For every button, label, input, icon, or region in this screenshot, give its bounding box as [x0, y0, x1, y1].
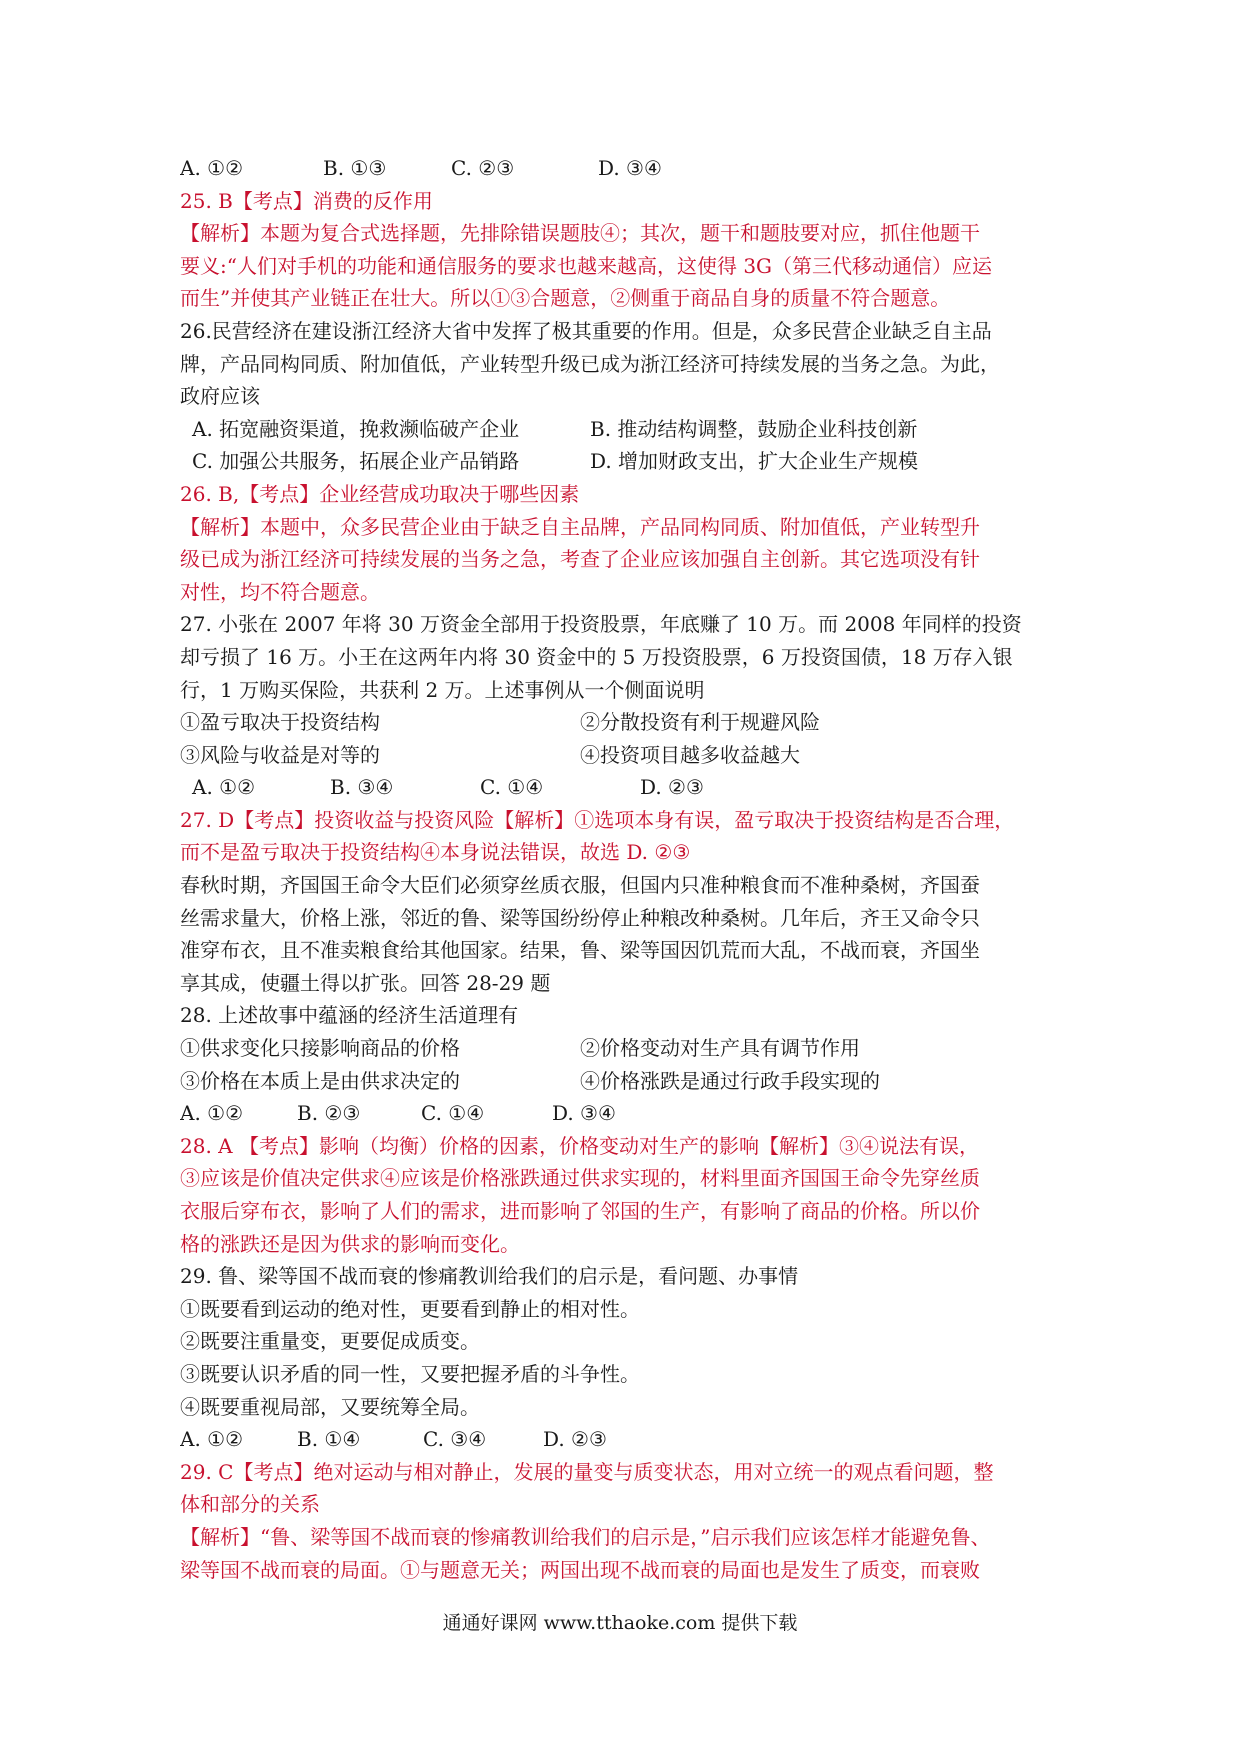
q25-answer: 25. B【考点】消费的反作用: [180, 188, 433, 213]
q26-options-row: [180, 445, 1070, 478]
page-footer: 通通好课网 www.tthaoke.com 提供下载: [442, 1612, 798, 1634]
q29-stem: 29. 鲁、梁等国不战而衰的惨痛教训给我们的启示是，看问题、办事情: [180, 1264, 799, 1289]
option-d: D. ②③: [640, 775, 704, 800]
option-c: C. ③④: [423, 1427, 487, 1452]
statement: ③价格在本质上是由供求决定的: [180, 1068, 460, 1093]
q28-statements-row: [180, 1065, 1070, 1098]
q25-analysis-line: 【解析】本题为复合式选择题，先排除错误题肢④；其次，题干和题肢要对应，抓住他题干: [180, 221, 980, 246]
q26-analysis-line: 级已成为浙江经济可持续发展的当务之急，考查了企业应该加强自主创新。其它选项没有针: [180, 547, 980, 572]
statement: ①供求变化只接影响商品的价格: [180, 1036, 460, 1061]
page-content: [180, 152, 1070, 1586]
q28-statements-row: [180, 1032, 1070, 1065]
story-line: 丝需求量大，价格上涨，邻近的鲁、梁等国纷纷停止种粮改种桑树。几年后，齐王又命令只: [180, 905, 980, 930]
statement: ①既要看到运动的绝对性，更要看到静止的相对性。: [180, 1296, 640, 1321]
option-b: B. 推动结构调整，鼓励企业科技创新: [590, 416, 918, 441]
option-d: D. ③④: [552, 1101, 616, 1126]
q26-analysis-line: 对性，均不符合题意。: [180, 579, 380, 604]
q27-answer-line: 而不是盈亏取决于投资结构④本身说法错误，故选 D. ②③: [180, 840, 691, 865]
story-line: 享其成，使疆土得以扩张。回答 28-29 题: [180, 970, 551, 995]
q26-stem-line: 牌，产品同构同质、附加值低，产业转型升级已成为浙江经济可持续发展的当务之急。为此，: [180, 351, 1000, 376]
q28-answer-line: 28. A 【考点】影响（均衡）价格的因素，价格变动对生产的影响【解析】③④说法有误，: [180, 1133, 979, 1158]
q28-stem: 28. 上述故事中蕴涵的经济生活道理有: [180, 1003, 519, 1028]
q28-answer-line: ③应该是价值决定供求④应该是价格涨跌通过供求实现的，材料里面齐国国王命令先穿丝质: [180, 1166, 980, 1191]
q26-analysis-line: 【解析】本题中，众多民营企业由于缺乏自主品牌，产品同构同质、附加值低，产业转型升: [180, 514, 980, 539]
q28-options: [180, 1097, 1070, 1130]
q29-analysis-line: 梁等国不战而衰的局面。①与题意无关；两国出现不战而衰的局面也是发生了质变，而衰败: [180, 1557, 980, 1582]
option-b: B. ③④: [330, 775, 394, 800]
q27-stem-line: 行，1 万购买保险，共获利 2 万。上述事例从一个侧面说明: [180, 677, 705, 702]
statement: ④既要重视局部，又要统筹全局。: [180, 1394, 480, 1419]
q26-answer: 26. B,【考点】企业经营成功取决于哪些因素: [180, 481, 580, 506]
option-c: C. ①④: [421, 1101, 485, 1126]
option-a: A. ①②: [192, 775, 256, 800]
q26-stem-line: 政府应该: [180, 384, 260, 409]
story-line: 准穿布衣，且不准卖粮食给其他国家。结果，鲁、梁等国因饥荒而大乱，不战而衰，齐国坐: [180, 938, 980, 963]
option-c: C. ②③: [451, 156, 515, 180]
q27-stem-line: 却亏损了 16 万。小王在这两年内将 30 资金中的 5 万投资股票，6 万投资国债，18 万存入银: [180, 644, 1013, 669]
q28-answer-line: 衣服后穿布衣，影响了人们的需求，进而影响了邻国的生产，有影响了商品的价格。所以价: [180, 1199, 980, 1223]
statement: ②价格变动对生产具有调节作用: [580, 1036, 860, 1061]
q25-analysis-line: 而生”并使其产业链正在壮大。所以①③合题意，②侧重于商品自身的质量不符合题意。: [180, 286, 951, 311]
statement: ④价格涨跌是通过行政手段实现的: [580, 1068, 880, 1093]
q28-answer-line: 格的涨跌还是因为供求的影响而变化。: [180, 1231, 520, 1256]
statement: ②分散投资有利于规避风险: [580, 710, 820, 735]
statement: ③风险与收益是对等的: [180, 742, 380, 767]
q26-stem-line: 26.民营经济在建设浙江经济大省中发挥了极其重要的作用。但是，众多民营企业缺乏自主品: [180, 318, 992, 343]
q29-answer-line: 体和部分的关系: [180, 1492, 320, 1517]
q27-statements-row: [180, 706, 1070, 739]
statement: ①盈亏取决于投资结构: [180, 710, 380, 735]
option-d: D. ③④: [598, 156, 662, 180]
story-line: 春秋时期，齐国国王命令大臣们必须穿丝质衣服，但国内只准种粮食而不准种桑树，齐国蚕: [180, 873, 980, 898]
statement: ③既要认识矛盾的同一性，又要把握矛盾的斗争性。: [180, 1361, 640, 1386]
statement: ②既要注重量变，更要促成质变。: [180, 1329, 480, 1354]
option-d: D. 增加财政支出，扩大企业生产规模: [590, 449, 919, 474]
q29-answer-line: 29. C【考点】绝对运动与相对静止，发展的量变与质变状态，用对立统一的观点看问题，整: [180, 1459, 994, 1484]
q27-answer-line: 27. D【考点】投资收益与投资风险【解析】①选项本身有误，盈亏取决于投资结构是否合理，: [180, 807, 1015, 832]
statement: ④投资项目越多收益越大: [580, 742, 800, 767]
q27-stem-line: 27. 小张在 2007 年将 30 万资金全部用于投资股票，年底赚了 10 万。而 2008 年同样的投资: [180, 612, 1022, 637]
q24-options: [180, 152, 1070, 185]
option-b: B. ②③: [297, 1101, 361, 1126]
option-a: A. 拓宽融资渠道，挽救濒临破产企业: [192, 416, 520, 441]
option-a: A. ①②: [180, 156, 244, 180]
option-a: A. ①②: [180, 1427, 244, 1452]
option-c: C. 加强公共服务，拓展企业产品销路: [192, 449, 520, 474]
q29-analysis-line: 【解析】“鲁、梁等国不战而衰的惨痛教训给我们的启示是，”启示我们应该怎样才能避免鲁、: [180, 1524, 991, 1549]
q27-options: [180, 771, 1070, 804]
q27-statements-row: [180, 739, 1070, 772]
option-b: B. ①④: [297, 1427, 361, 1452]
q25-analysis-line: 要义:“人们对手机的功能和通信服务的要求也越来越高，这使得 3G（第三代移动通信）应运: [180, 253, 993, 278]
option-d: D. ②③: [543, 1427, 607, 1452]
q26-options-row: [180, 413, 1070, 446]
option-c: C. ①④: [480, 775, 544, 800]
option-a: A. ①②: [180, 1101, 244, 1126]
option-b: B. ①③: [323, 156, 387, 180]
q29-options: [180, 1423, 1070, 1456]
